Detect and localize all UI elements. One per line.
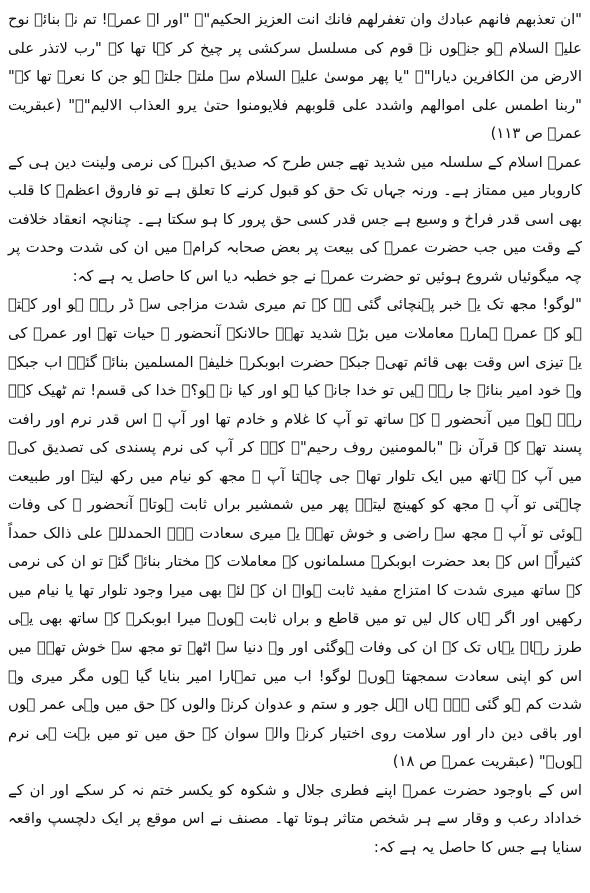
speech-paragraph: "لوگو! مجھ تک یہ خبر پہنچائی گئی ہے کہ تم میری شدت مزاجی سے ڈر رہے ہو اور کہتے ہو کہ عمرؓ ہمارے معاملات میں بڑے شدید تھے۔ حالانکہ آنحضور ﷺ حیات تھے اور عمرؓ کی یہ تیزی اس وقت بھی قائم تھی۔ جبکہ حضرت ابوبکرؓ خلیفۃ المسلمین بنائے گئے۔ اب جبکہ وہ خود امیر بنائے جا رہے ہیں تو خدا جانے کیا ہو اور کیا نہ ہو؟۔ خدا کی قسم! تم ٹھیک کہہ رہے ہو۔ میں آنحضور ﷺ کے ساتھ تو آپ کا غلام و خادم تھا اور آپ ﷺ اس قدر نرم اور رافت پسند تھے کہ قرآن نے "بالمومنين روف رحيم"۔ کہہ کر آپ کی نرم پسندی کی تصدیق کی۔ میں آپ کے ہاتھ میں ایک تلوار تھا۔ جی چاہتا آپ ﷺ مجھ کو نیام میں رکھ لیتے اور طبیعت چاہتی تو آپ ﷺ مجھ کو کھینچ لیتے۔ پھر میں شمشیر براں ثابت ہوتا۔ آنحضور ﷺ کی وفات ہوئی تو آپ ﷺ مجھ سے راضی و خوش تھے۔ یہ میری سعادت ہے۔ الحمدللہ علی ذالک حمداً کثیراً۔ اس کے بعد حضرت ابوبکرؓ مسلمانوں کے معاملات کے مختار بنائے گئے تو ان کی نرمی کے ساتھ میری شدت کا امتزاج مفید ثابت ہوا۔ ان کے لئے بھی میرا وجود تلوار تھا یا نیام میں رکھیں اور اگر ہاں کال لیں تو میں قاطع و براں ثابت ہوں۔ میرا ابوبکرؓ کے ساتھ بھی یہی طرز رہا۔ یہاں تک کہ ان کی وفات ہوگئی اور وہ دنیا سے اٹھے تو مجھ سے خوش تھے۔ میں اس کو اپنی سعادت سمجھتا ہوں۔ لوگو! اب میں تمہارا امیر بنایا گیا ہوں مگر میری وہ شدت کم ہو گئی ہے۔ ہاں اہل جور و ستم و عدوان کرنے والوں کے حق میں وہی عمر ہوں اور باقی دین دار اور سلامت روی اختیار کرنے والے سوان کے حق میں تو میں بہت ہی نرم ہوں۔" (عبقریت عمرؓ ص ۱۸) (8, 296, 582, 771)
quote-paragraph: "ان تعذبهم فانهم عبادك وان تغفرلهم فانك انت العزيز الحکيم"۔ "اور اے عمرؓ! تم نے بنائے نوح علیہ السلام ہو جنہوں نے قوم کی مسلسل سرکشی پر چیخ کر کہا تھا کہ "رب لاتذر علی الارض من الکافرين دیارا"۔ "یا پھر موسیٰ علیہ السلام سے ملتے جلتے ہو جن کا نعرہ تھا کہ" "ربنا اطمس علی اموالهم واشدد علی قلوبهم فلایومنوا حتیٰ يرو العذاب الاليم"۔" (عبقریت عمرؓ ص ۱۱۳) (8, 11, 582, 143)
closing-paragraph: اس کے باوجود حضرت عمرؓ اپنے فطری جلال و شکوہ کو یکسر ختم نہ کر سکے اور ان کے خداداد رعب و وقار سے ہر شخص متاثر ہوتا تھا۔ مصنف نے اس موقع پر ایک دلچسپ واقعہ سنایا ہے جس کا حاصل یہ ہے کہ: (8, 781, 582, 856)
body-paragraph: عمرؓ اسلام کے سلسلہ میں شدید تھے جس طرح کہ صدیق اکبرؓ کی نرمی ولینت دین ہی کے کاروبار میں ممتاز ہے۔ ورنہ جہاں تک حق کو قبول کرنے کا تعلق ہے تو فاروق اعظمؓ کا قلب بھی اسی قدر فراخ و وسیع ہے جس قدر کسی حق پرور کا ہو سکتا ہے۔ چنانچہ انعقاد خلافت کے وقت میں جب حضرت عمرؓ کی بیعت پر بعض صحابہ کرامؓ میں ان کی شدت وحدت پر چہ میگوئیاں شروع ہوئیں تو حضرت عمرؓ نے جو خطبہ دیا اس کا حاصل یہ ہے کہ: (8, 153, 582, 285)
